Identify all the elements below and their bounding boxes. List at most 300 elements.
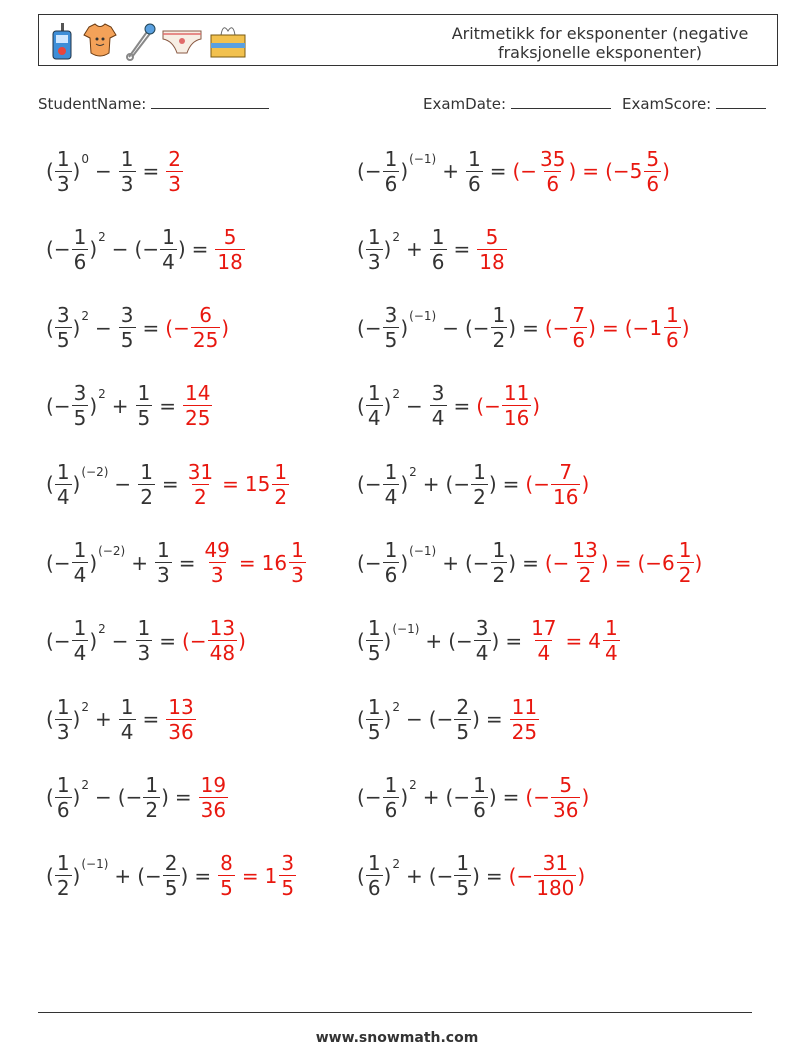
- exam-date-blank[interactable]: [511, 94, 611, 109]
- exam-date-label: ExamDate:: [423, 95, 507, 113]
- numerator: 3: [384, 303, 398, 328]
- numerator: 35: [540, 146, 566, 171]
- paren-open: (: [46, 237, 54, 262]
- numerator: 1: [274, 459, 288, 484]
- sign: −: [533, 785, 550, 810]
- denominator: 4: [162, 249, 175, 274]
- sign: −: [520, 159, 538, 183]
- denominator: 5: [456, 876, 470, 901]
- fraction: [477, 225, 506, 274]
- fraction: [534, 851, 576, 900]
- fraction: [603, 616, 620, 665]
- footer-divider: [38, 1012, 752, 1013]
- paren-close: ): [681, 315, 690, 340]
- fraction: [644, 147, 661, 196]
- paren-close: ): [581, 785, 590, 810]
- numerator: 1: [56, 146, 70, 171]
- paren-open: (: [357, 237, 365, 262]
- answer: [545, 303, 690, 352]
- worksheet-header: [38, 14, 778, 66]
- paren-close: ): [177, 237, 186, 262]
- right-problem: [357, 375, 540, 437]
- fraction: [272, 460, 289, 509]
- paren-close: ): [400, 785, 409, 810]
- fraction: [72, 538, 89, 587]
- numerator: 1: [666, 303, 679, 328]
- fraction: [72, 381, 89, 430]
- paren-close: ): [238, 628, 246, 653]
- numerator: 3: [73, 381, 87, 406]
- answer: [217, 851, 297, 900]
- denominator: 25: [185, 406, 211, 431]
- paren-open: (: [357, 550, 365, 575]
- paren-open: (: [46, 550, 54, 575]
- equals-sign: =: [522, 315, 539, 340]
- numerator: 3: [120, 303, 134, 328]
- fraction: [166, 147, 183, 196]
- paren-close: ): [577, 863, 586, 888]
- denominator: 2: [145, 797, 159, 822]
- operator: +: [406, 863, 423, 888]
- operator: =: [601, 315, 619, 340]
- answer: [198, 773, 229, 822]
- exponent: 0: [81, 152, 89, 166]
- paren-open: (: [117, 785, 126, 810]
- paren-open: (: [357, 472, 365, 497]
- denominator: 4: [384, 484, 398, 509]
- numerator: 13: [572, 538, 598, 562]
- baby-onesie-icon: [81, 21, 119, 61]
- denominator: 5: [367, 719, 381, 744]
- fraction: [366, 851, 383, 900]
- answer: [509, 851, 586, 900]
- denominator: 6: [384, 563, 398, 587]
- paren-close: ): [383, 393, 392, 418]
- left-problem: [46, 297, 229, 359]
- denominator: 18: [479, 249, 505, 274]
- paren-close: ): [180, 863, 189, 888]
- sign: −: [552, 315, 570, 340]
- equals-sign: =: [502, 785, 520, 810]
- paren-open: (: [464, 315, 473, 340]
- student-name-label: StudentName:: [38, 95, 147, 113]
- exponent: (−2): [81, 465, 109, 480]
- fraction: [383, 773, 400, 822]
- paren-close: ): [72, 785, 81, 810]
- right-problem: [357, 297, 690, 359]
- denominator: 4: [475, 641, 489, 666]
- sign: −: [125, 785, 143, 810]
- fraction: [72, 225, 89, 274]
- fraction: [143, 773, 160, 822]
- sign: −: [533, 472, 550, 497]
- fraction: [366, 616, 383, 665]
- paren-close: ): [508, 315, 517, 340]
- equals-sign: =: [485, 863, 503, 888]
- fraction: [551, 773, 580, 822]
- footer-site: www.snowmath.com: [315, 1030, 479, 1046]
- equals-sign: =: [502, 472, 520, 497]
- denominator: 6: [56, 797, 70, 822]
- numerator: 17: [531, 616, 557, 641]
- denominator: 3: [56, 171, 70, 196]
- numerator: 1: [56, 694, 70, 719]
- equals-sign: =: [453, 237, 471, 262]
- baby-monitor-icon: [47, 21, 77, 61]
- paren-close: ): [581, 472, 590, 497]
- answer: [476, 225, 507, 274]
- denominator: 6: [646, 171, 660, 196]
- denominator: 4: [605, 641, 618, 666]
- sign: −: [632, 315, 650, 340]
- denominator: 5: [137, 406, 151, 431]
- paren-close: ): [72, 707, 81, 732]
- operator: =: [241, 863, 259, 888]
- fraction: [138, 460, 155, 509]
- numerator: 5: [559, 772, 573, 797]
- fraction: [55, 460, 72, 509]
- denominator: 4: [367, 406, 381, 431]
- paren-close: ): [600, 550, 609, 575]
- denominator: 5: [120, 328, 134, 353]
- denominator: 180: [536, 876, 575, 901]
- exponent: 2: [81, 778, 89, 793]
- numerator: 19: [200, 772, 227, 797]
- denominator: 3: [291, 563, 304, 587]
- sign: −: [472, 550, 490, 575]
- exponent: (−1): [409, 152, 437, 166]
- equals-sign: =: [505, 628, 523, 653]
- paren-close: ): [488, 785, 497, 810]
- fraction: [119, 147, 136, 196]
- fraction: [136, 381, 153, 430]
- sign: −: [453, 472, 471, 497]
- right-problem: [357, 453, 589, 515]
- fraction: [538, 147, 567, 196]
- operator: −: [111, 628, 129, 653]
- numerator: 1: [456, 851, 470, 876]
- numerator: 2: [164, 851, 178, 876]
- denominator: 4: [431, 406, 445, 431]
- fraction: [55, 303, 72, 352]
- equals-sign: =: [142, 707, 160, 732]
- exponent: 2: [98, 621, 106, 636]
- operator: +: [114, 863, 132, 888]
- fraction: [454, 695, 471, 744]
- operator: −: [406, 707, 423, 732]
- paren-open: (: [448, 628, 456, 653]
- exponent: 2: [98, 386, 106, 401]
- paren-close: ): [383, 628, 392, 653]
- exponent: 2: [98, 230, 106, 245]
- exponent: 2: [392, 230, 400, 245]
- left-problem: [46, 532, 307, 594]
- exponent: 2: [409, 778, 417, 793]
- left-problem: [46, 845, 297, 907]
- denominator: 6: [546, 171, 560, 196]
- operator: +: [131, 550, 148, 575]
- numerator: 3: [281, 851, 295, 876]
- answer: [165, 303, 229, 352]
- answer: [214, 225, 245, 274]
- paren-open: (: [46, 785, 54, 810]
- fraction: [119, 303, 136, 352]
- exponent: 2: [81, 700, 89, 715]
- worksheet-title: Aritmetikk for eksponenter (negative fraksjonelle eksponenter): [451, 24, 749, 62]
- numerator: 8: [220, 851, 233, 876]
- paren-close: ): [472, 707, 480, 732]
- sign: −: [516, 863, 534, 888]
- paren-open: (: [508, 863, 517, 888]
- right-problem: [357, 532, 702, 594]
- numerator: 5: [646, 146, 660, 171]
- paren-open: (: [428, 863, 437, 888]
- numerator: 5: [223, 224, 237, 249]
- exponent: (−1): [81, 856, 109, 871]
- paren-close: ): [400, 159, 409, 183]
- denominator: 2: [678, 563, 692, 587]
- denominator: 5: [220, 876, 233, 901]
- fraction: [186, 460, 215, 509]
- right-problem: [357, 610, 621, 672]
- sign: −: [364, 159, 382, 183]
- paren-close: ): [72, 159, 81, 183]
- paren-open: (: [637, 550, 646, 575]
- paren-open: (: [46, 393, 54, 418]
- numerator: 31: [542, 851, 569, 876]
- numerator: 1: [73, 538, 87, 562]
- denominator: 25: [192, 328, 219, 353]
- exam-score-label: ExamScore:: [622, 95, 712, 113]
- exam-date-field: [423, 94, 611, 113]
- numerator: 1: [431, 224, 445, 249]
- equals-sign: =: [174, 785, 192, 810]
- exponent: 2: [392, 856, 400, 871]
- denominator: 36: [168, 719, 194, 744]
- denominator: 4: [120, 719, 134, 744]
- denominator: 6: [367, 876, 381, 901]
- whole-number: 1: [649, 315, 663, 340]
- numerator: 2: [168, 146, 181, 171]
- fraction: [218, 851, 235, 900]
- equals-sign: =: [142, 315, 160, 340]
- numerator: 1: [120, 146, 134, 171]
- numerator: 1: [367, 224, 381, 249]
- paren-close: ): [89, 550, 98, 575]
- exponent: (−2): [98, 543, 126, 558]
- fraction: [471, 773, 488, 822]
- equals-sign: =: [191, 237, 209, 262]
- operator: =: [582, 159, 600, 183]
- student-name-field: [38, 94, 269, 113]
- fraction: [474, 616, 491, 665]
- denominator: 6: [73, 249, 87, 274]
- exponent: 2: [81, 308, 89, 323]
- denominator: 16: [553, 484, 579, 509]
- numerator: 1: [367, 616, 381, 641]
- answer: [165, 695, 196, 744]
- answer: [185, 460, 290, 509]
- sign: −: [53, 628, 71, 653]
- denominator: 2: [492, 563, 506, 587]
- sign: −: [189, 628, 207, 653]
- denominator: 3: [56, 719, 70, 744]
- sign: −: [612, 159, 630, 183]
- exam-score-blank[interactable]: [716, 94, 766, 109]
- answer: [512, 147, 669, 196]
- operator: −: [95, 315, 112, 340]
- denominator: 18: [217, 249, 243, 274]
- fraction: [471, 460, 488, 509]
- sign: −: [364, 785, 382, 810]
- paren-open: (: [544, 315, 553, 340]
- operator: −: [442, 315, 459, 340]
- denominator: 4: [537, 641, 551, 666]
- fraction: [454, 851, 471, 900]
- operator: +: [422, 785, 440, 810]
- tissue-box-icon: [207, 21, 249, 61]
- numerator: 1: [291, 538, 304, 562]
- denominator: 3: [168, 171, 181, 196]
- numerator: 11: [511, 694, 538, 719]
- numerator: 2: [456, 694, 470, 719]
- denominator: 6: [666, 328, 679, 353]
- denominator: 6: [572, 328, 586, 353]
- whole-number: 4: [588, 628, 602, 653]
- denominator: 4: [73, 563, 87, 587]
- paren-close: ): [488, 472, 497, 497]
- equals-sign: =: [159, 393, 177, 418]
- exponent: 2: [409, 465, 417, 480]
- numerator: 14: [185, 381, 211, 406]
- fraction: [202, 538, 231, 587]
- paren-close: ): [72, 472, 81, 497]
- operator: +: [95, 707, 112, 732]
- fraction: [551, 460, 580, 509]
- left-problem: [46, 375, 213, 437]
- sign: −: [364, 472, 382, 497]
- fraction: [55, 773, 72, 822]
- denominator: 4: [73, 641, 87, 666]
- fraction: [502, 381, 531, 430]
- paren-open: (: [624, 315, 633, 340]
- whole-number: 15: [244, 472, 271, 497]
- numerator: 1: [492, 303, 506, 328]
- paren-close: ): [400, 315, 409, 340]
- equals-sign: =: [453, 393, 471, 418]
- denominator: 2: [194, 484, 207, 509]
- numerator: 1: [145, 772, 159, 797]
- denominator: 6: [467, 171, 481, 196]
- fraction: [383, 538, 400, 587]
- denominator: 5: [56, 328, 70, 353]
- sign: −: [484, 393, 501, 418]
- diaper-icon: [161, 21, 203, 61]
- denominator: 4: [56, 484, 70, 509]
- paren-close: ): [72, 315, 81, 340]
- fraction: [664, 303, 681, 352]
- right-problem: [357, 766, 589, 828]
- left-problem: [46, 610, 246, 672]
- fraction: [510, 695, 539, 744]
- paren-close: ): [383, 237, 392, 262]
- equals-sign: =: [489, 159, 507, 183]
- denominator: 6: [473, 797, 486, 822]
- denominator: 2: [274, 484, 288, 509]
- operator: −: [406, 393, 423, 418]
- numerator: 3: [475, 616, 489, 641]
- operator: +: [422, 472, 440, 497]
- denominator: 2: [578, 563, 592, 587]
- numerator: 1: [467, 146, 481, 171]
- operator: =: [614, 550, 632, 575]
- numerator: 1: [605, 616, 618, 641]
- fraction: [191, 303, 220, 352]
- paren-close: ): [89, 628, 98, 653]
- paren-open: (: [525, 785, 534, 810]
- sign: −: [645, 550, 663, 575]
- paren-open: (: [46, 707, 54, 732]
- fraction: [570, 303, 587, 352]
- fraction: [383, 303, 400, 352]
- paren-open: (: [357, 159, 365, 183]
- student-name-blank[interactable]: [151, 94, 269, 109]
- numerator: 1: [384, 459, 398, 484]
- header-icons: [47, 19, 249, 63]
- fraction: [289, 538, 306, 587]
- denominator: 16: [503, 406, 530, 431]
- paren-close: ): [568, 159, 577, 183]
- answer: [509, 695, 540, 744]
- numerator: 3: [431, 381, 445, 406]
- fraction: [383, 460, 400, 509]
- fraction: [166, 695, 195, 744]
- paren-open: (: [46, 628, 54, 653]
- operator: =: [565, 628, 583, 653]
- operator: +: [406, 237, 423, 262]
- paren-open: (: [512, 159, 521, 183]
- denominator: 25: [511, 719, 538, 744]
- denominator: 5: [384, 328, 398, 353]
- paren-open: (: [428, 707, 437, 732]
- left-problem: [46, 140, 184, 202]
- paren-close: ): [221, 315, 230, 340]
- operator: −: [114, 472, 132, 497]
- denominator: 5: [164, 876, 178, 901]
- answer: [476, 381, 540, 430]
- numerator: 1: [384, 772, 398, 797]
- denominator: 5: [367, 641, 381, 666]
- answer: [201, 538, 306, 587]
- equals-sign: =: [142, 159, 160, 183]
- denominator: 2: [140, 484, 153, 509]
- numerator: 3: [56, 303, 70, 328]
- numerator: 1: [367, 851, 381, 876]
- left-problem: [46, 688, 197, 750]
- operator: +: [111, 393, 129, 418]
- paren-close: ): [383, 863, 392, 888]
- denominator: 2: [492, 328, 506, 353]
- paren-open: (: [476, 393, 485, 418]
- exam-score-field: [622, 94, 766, 113]
- numerator: 1: [137, 616, 151, 641]
- exponent: 2: [392, 700, 400, 715]
- fraction: [55, 695, 72, 744]
- paren-close: ): [508, 550, 517, 575]
- numerator: 1: [473, 459, 486, 484]
- paren-open: (: [134, 237, 143, 262]
- answer: [528, 616, 621, 665]
